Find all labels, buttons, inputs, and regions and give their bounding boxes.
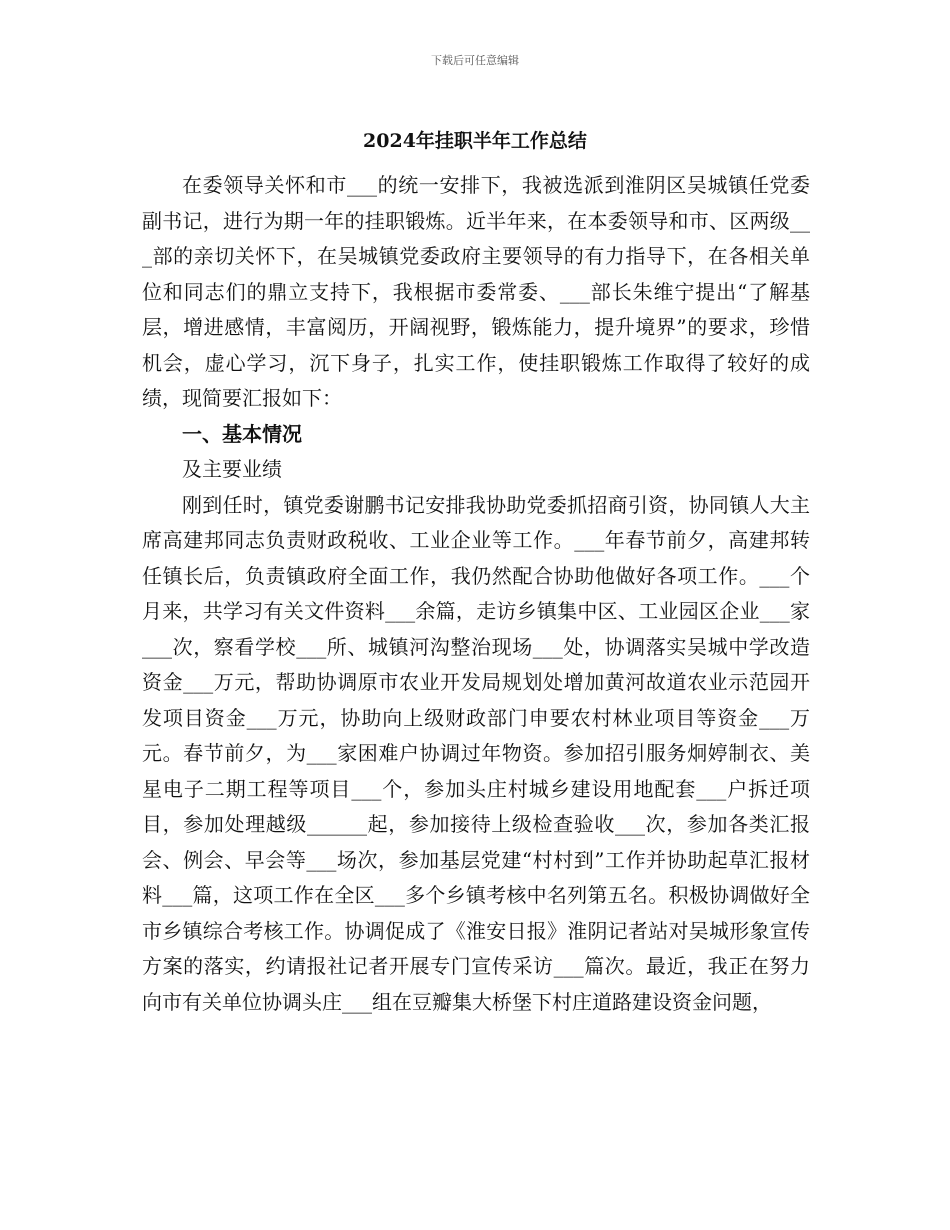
document-body (142, 168, 810, 1020)
paragraph-achievements: 刚到任时，镇党委谢鹏书记安排我协助党委抓招商引资，协同镇人大主席高建邦同志负责财政税收、工业企业等工作。___年春节前夕，高建邦转任镇长后，负责镇政府全面工作，我仍然配合协助他做好各项工作。___个月来，共学习有关文件资料___余篇，走访乡镇集中区、工业园区企业___家___次，察看学校___所、城镇河沟整治现场___处，协调落实吴城中学改造资金___万元，帮助协调原市农业开发局规划处增加黄河故道农业示范园开发项目资金___万元，协助向上级财政部门申要农村林业项目等资金___万元。春节前夕，为___家困难户协调过年物资。参加招引服务炯婷制衣、美星电子二期工程等项目___个，参加头庄村城乡建设用地配套___户拆迁项目，参加处理越级______起，参加接待上级检查验收___次，参加各类汇报会、例会、早会等___场次，参加基层党建“村村到”工作并协助起草汇报材料___篇，这项工作在全区___多个乡镇考核中名列第五名。积极协调做好全市乡镇综合考核工作。协调促成了《淮安日报》淮阴记者站对吴城形象宣传方案的落实，约请报社记者开展专门宣传采访___篇次。最近，我正在努力向市有关单位协调头庄___组在豆瓣集大桥堡下村庄道路建设资金问题， (142, 492, 810, 1014)
paragraph-subheading: 及主要业绩 (182, 457, 282, 481)
section-heading: 一、基本情况 (182, 421, 302, 446)
page-header-note: 下载后可任意编辑 (431, 54, 519, 67)
document-title: 2024年挂职半年工作总结 (363, 130, 587, 152)
paragraph-intro: 在委领导关怀和市___的统一安排下，我被选派到淮阴区吴城镇任党委副书记，进行为期一年的挂职锻炼。近半年来，在本委领导和市、区两级___部的亲切关怀下，在吴城镇党委政府主要领导的有力指导下，在各相关单位和同志们的鼎立支持下，我根据市委常委、___部长朱维宁提出“了解基层，增进感情，丰富阅历，开阔视野，锻炼能力，提升境界”的要求，珍惜机会，虚心学习，沉下身子，扎实工作，使挂职锻炼工作取得了较好的成绩，现简要汇报如下： (142, 173, 810, 410)
